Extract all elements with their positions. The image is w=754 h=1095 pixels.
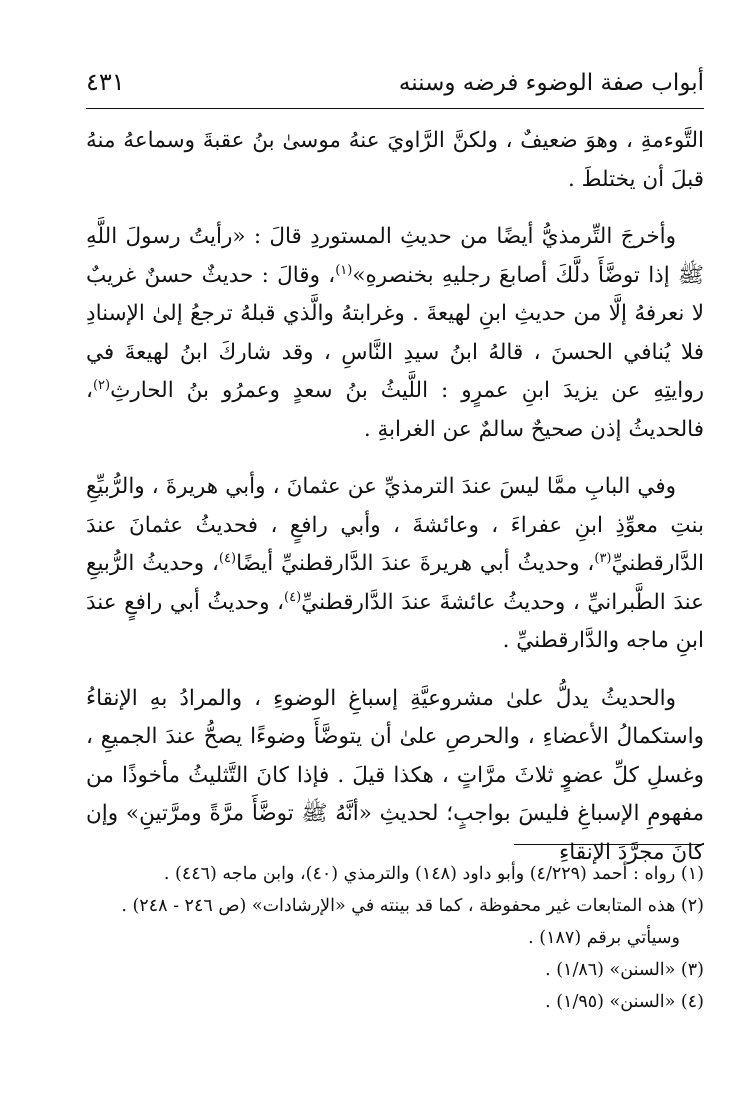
paragraph-2-text-a: وأخرجَ التِّرمذيُّ أيضًا من حديثِ المستوردِ قالَ : «رأيتُ رسولَ اللَّهِ ﷺ إذا توضَّأَ دلَّكَ أصابعَ رجليهِ بخنصرهِ» <box>86 224 704 288</box>
footnote-ref-2: (٢) <box>92 377 111 393</box>
paragraph-3 <box>86 468 704 661</box>
footnote-2-continuation: وسيأتي برقم (١٨٧) . <box>528 928 680 948</box>
paragraph-1-text: التَّوءمةِ ، وهوَ ضعيفٌ ، ولكنَّ الرَّاويَ عنهُ موسىٰ بنُ عقبةَ وسماعهُ منهُ قبلَ أن يختلطَ . <box>86 128 704 192</box>
paragraph-4-text: والحديثُ يدلُّ علىٰ مشروعيَّةِ إسباغِ الوضوءِ ، والمرادُ بهِ الإنقاءُ واستكمالُ الأعضاءِ ، والحرصِ علىٰ أن يتوضَّأَ وضوءًا يصحُّ عندَ الجميعِ ، وغسلِ كلِّ عضوٍ ثلاثَ مرَّاتٍ ، هكذا قيلَ . فإذا كانَ التَّثليثُ مأخوذًا من مفهومِ الإسباغِ فليسَ بواجبٍ؛ لحديثِ «أنَّهُ ﷺ توضَّأَ مرَّةً ومرَّتينِ» وإن كانَ مجرَّدَ الإنقاءِ <box>86 685 704 865</box>
footnotes <box>86 858 704 1018</box>
paragraph-2-text-c: ، فالحديثُ إذن صحيحٌ سالمٌ عن الغرابةِ . <box>86 378 704 442</box>
chapter-title: أبواب صفة الوضوء فرضه وسننه <box>398 70 704 96</box>
running-header <box>86 66 704 106</box>
footnote-3: (٣) «السنن» (١/٨٦) . <box>545 960 704 980</box>
main-text <box>86 122 704 891</box>
paragraph-2 <box>86 218 704 449</box>
footnote-2: (٢) هذه المتابعات غير محفوظة ، كما قد بينته في «الإرشادات» (ص ٢٤٦ - ٢٤٨) . <box>121 896 704 916</box>
footnote-ref-3: (٣) <box>594 550 612 566</box>
footnote-ref-4b: (٤) <box>284 589 302 605</box>
footnote-divider <box>514 844 704 845</box>
footnote-ref-4: (٤) <box>218 550 237 566</box>
footnote-ref-1: (١) <box>335 262 353 278</box>
paragraph-3-text-c: ، وحديثُ الرُّبيعِ عندَ الطَّبرانيِّ ، وحديثُ عائشةَ عندَ الدَّارقطنيِّ <box>86 551 704 615</box>
paragraph-3-text-a: وفي البابِ ممَّا ليسَ عندَ الترمذيِّ عن عثمانَ ، وأبي هريرةَ ، والرُّبيِّعِ بنتِ معوِّذِ ابنِ عفراءَ ، وعائشةَ ، وأبي رافعٍ ، فحديثُ عثمانَ عندَ الدَّارقطنيِّ <box>86 474 704 576</box>
header-divider <box>86 108 704 109</box>
paragraph-3-text-d: ، وحديثُ أبي رافعٍ عندَ ابنِ ماجه والدَّارقطنيِّ . <box>86 589 704 653</box>
paragraph-3-text-b: ، وحديثُ أبي هريرةَ عندَ الدَّارقطنيِّ أيضًا <box>236 551 595 576</box>
footnote-1: (١) رواه : أحمد (٤/٢٢٩) وأبو داود (١٤٨) والترمذي (٤٠)، وابن ماجه (٤٤٦) . <box>163 864 704 884</box>
footnote-4: (٤) «السنن» (١/٩٥) . <box>545 992 704 1012</box>
paragraph-1 <box>86 122 704 199</box>
paragraph-2-text-b: ، وقالَ : حديثٌ حسنٌ غريبٌ لا نعرفهُ إلَّا من حديثِ ابنِ لهيعةَ . وغرابتهُ والَّذي قبلهُ ترجعُ إلىٰ الإسنادِ فلا يُنافي الحسنَ ، قالهُ ابنُ سيدِ النَّاسِ ، وقد شاركَ ابنُ لهيعةَ في روايتِهِ عن يزيدَ ابنِ عمرٍو : اللَّيثُ بنُ سعدٍ وعمرُو بنُ الحارثِ <box>86 262 704 403</box>
page-number: ٤٣١ <box>86 68 125 96</box>
